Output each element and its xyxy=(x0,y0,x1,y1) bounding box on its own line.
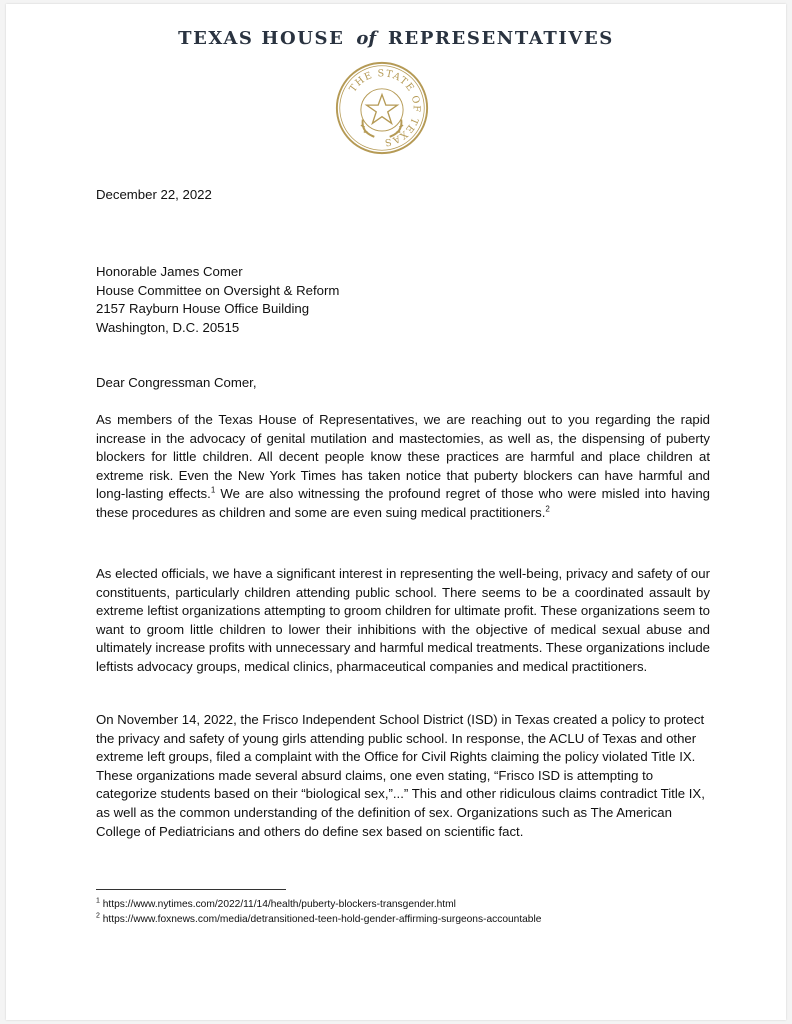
letter-page xyxy=(6,4,786,1020)
svg-text:THE STATE OF TEXAS xyxy=(348,68,422,148)
paragraph-3: On November 14, 2022, the Frisco Independent School District (ISD) in Texas created a policy to protect the privacy and safety of young girls attending public school. In response, the ACLU of Texas and other extreme left groups, filed a complaint with the Office for Civil Rights claiming the policy violated Title IX. These organizations made several absurd claims, one even stating, “Frisco ISD is attempting to categorize students based on their “biological sex,”...” This and other ridiculous claims contradict Title IX, as well as the common understanding of the definition of sex. Organizations such as The American College of Pediatricians and others do define sex based on scientific fact. xyxy=(96,712,705,839)
recipient-committee: House Committee on Oversight & Reform xyxy=(96,282,340,298)
footnote-1-number: 1 xyxy=(96,897,100,905)
recipient-city: Washington, D.C. 20515 xyxy=(96,319,240,335)
footnote-2-number: 2 xyxy=(96,912,100,920)
footnote-2-link[interactable]: https://www.foxnews.com/media/detransitioned-teen-hold-gender-affirming-surgeons-accountable xyxy=(99,914,542,925)
letterhead-of: of xyxy=(356,28,377,49)
salutation: Dear Congressman Comer, xyxy=(96,375,257,390)
paragraph-1-part-a: As members of the Texas House of Representatives, we are reaching out to you regarding the rapid increase in the advocacy of genital mutilation and mastectomies, as well as, the dispensing of puberty blockers for little children. All decent people know these practices are harmful and place children at extreme risk. Even the New York Times has taken notice that puberty blockers can have harmful and long-lasting effects. xyxy=(96,412,710,502)
footnote-ref-1: 1 xyxy=(210,485,216,495)
letterhead-part2: REPRESENTATIVES xyxy=(387,28,614,49)
footnote-1-link[interactable]: https://www.nytimes.com/2022/11/14/health/puberty-blockers-transgender.html xyxy=(99,899,456,910)
recipient-address xyxy=(96,263,710,337)
state-seal-icon xyxy=(334,60,430,156)
paragraph-1 xyxy=(96,411,710,523)
recipient-name: Honorable James Comer xyxy=(96,264,243,279)
footnotes xyxy=(96,897,541,927)
recipient-building: 2157 Rayburn House Office Building xyxy=(96,301,310,317)
footnote-ref-2: 2 xyxy=(545,504,550,514)
paragraph-2: As elected officials, we have a significant interest in representing the well-being, privacy and safety of our constituents, particularly children attending public school. There seems to be a coordinated assault by extreme leftist organizations attempting to groom children for ultimate profit. These organizations seem to want to groom little children to lower their inhibitions with the objective of medical sexual abuse and ultimately increase profits with unnecessary and harmful medical treatments. These organizations include leftists advocacy groups, medical clinics, pharmaceutical companies and medical practitioners. xyxy=(96,566,711,674)
footnote-divider xyxy=(96,889,286,890)
letterhead-part1: TEXAS HOUSE xyxy=(178,28,345,49)
footnote-2 xyxy=(96,912,541,927)
seal-text: THE STATE OF TEXAS xyxy=(347,68,422,148)
footnote-1 xyxy=(96,897,541,912)
letter-date: December 22, 2022 xyxy=(96,187,212,202)
letterhead-title xyxy=(6,28,786,49)
paragraph-1-part-b: We are also witnessing the profound regret of those who were misled into having these procedures as children and some are even suing medical practitioners. xyxy=(96,486,710,520)
